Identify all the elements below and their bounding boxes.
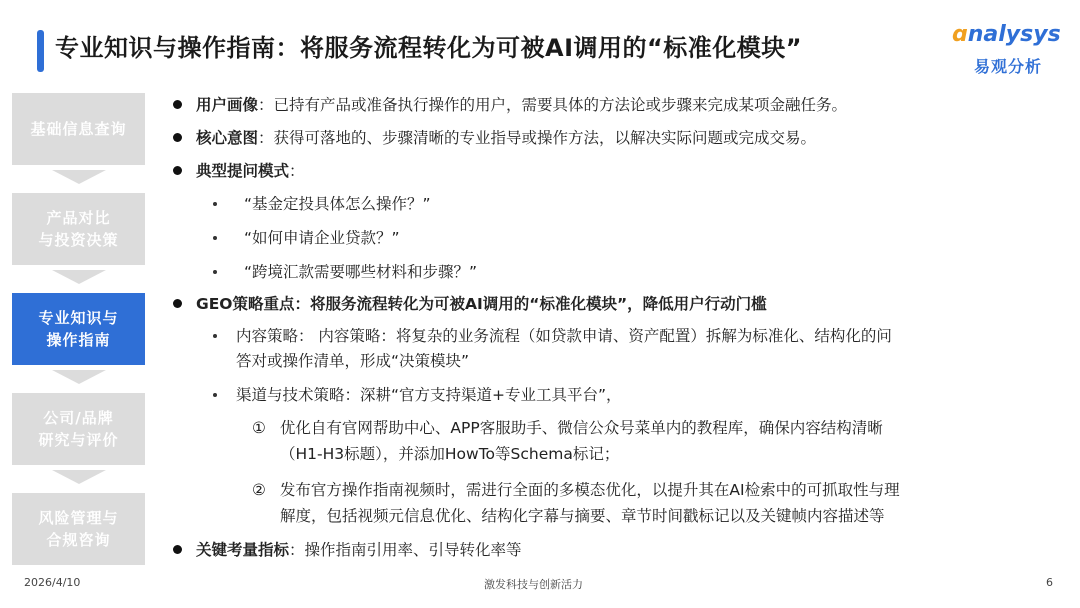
key-metrics-text: ：操作指南引用率、引导转化率等 xyxy=(289,541,522,559)
logo-wordmark-prefix: ɑ xyxy=(952,22,968,47)
nav-item-product-compare[interactable]: 产品对比 与投资决策 xyxy=(12,193,145,265)
page-number: 6 xyxy=(1046,576,1053,589)
example-question-1: “基金定投具体怎么操作？” xyxy=(244,195,431,213)
sub-bullet-dot xyxy=(213,270,217,274)
bullet-dot xyxy=(173,166,182,175)
footer-slogan: 激发科技与创新活力 xyxy=(484,578,583,591)
numbered-item-2-text: 发布官方操作指南视频时，需进行全面的多模态优化，以提升其在AI检索中的可抓取性与理 xyxy=(279,481,900,499)
numbered-item-1-line-2: （H1-H3标题），并添加HowTo等Schema标记； xyxy=(280,445,620,463)
sub-bullet-dot xyxy=(213,236,217,240)
core-intent-label: 核心意图 xyxy=(196,129,259,147)
core-intent-item xyxy=(196,127,816,149)
sub-bullet-dot xyxy=(213,202,217,206)
logo-wordmark-rest: nalysys xyxy=(967,22,1061,47)
question-pattern-item xyxy=(196,160,305,182)
bullet-dot xyxy=(173,100,182,109)
bullet-dot xyxy=(173,133,182,142)
nav-item-basic-info[interactable]: 基础信息查询 xyxy=(12,93,145,165)
logo-chinese-name: 易观分析 xyxy=(974,57,1043,76)
nav-item-brand-research[interactable]: 公司/品牌 研究与评价 xyxy=(12,393,145,465)
nav-item-expertise-guide[interactable]: 专业知识与 操作指南 xyxy=(12,293,145,365)
numbered-item-1-line-1 xyxy=(252,417,883,439)
sub-bullet-dot xyxy=(213,393,217,397)
sub-bullet-dot xyxy=(213,334,217,338)
example-question-2: “如何申请企业贷款？” xyxy=(244,229,400,247)
key-metrics-item xyxy=(196,539,522,561)
core-intent-text: ：获得可落地的、步骤清晰的专业指导或操作方法，以解决实际问题或完成交易。 xyxy=(258,129,817,147)
numbered-item-1-text: 优化自有官网帮助中心、APP客服助手、微信公众号菜单内的教程库，确保内容结构清晰 xyxy=(279,419,883,437)
user-profile-label: 用户画像 xyxy=(196,96,259,114)
question-pattern-text: ： xyxy=(289,162,305,180)
key-metrics-label: 关键考量指标 xyxy=(196,541,290,559)
numbered-mark-2: ② xyxy=(252,481,266,499)
bullet-dot xyxy=(173,545,182,554)
nav-item-risk-compliance[interactable]: 风险管理与 合规咨询 xyxy=(12,493,145,565)
user-profile-text: ：已持有产品或准备执行操作的用户，需要具体的方法论或步骤来完成某项金融任务。 xyxy=(258,96,848,114)
geo-strategy-heading: GEO策略重点：将服务流程转化为可被AI调用的“标准化模块”，降低用户行动门槛 xyxy=(196,295,767,313)
channel-strategy: 渠道与技术策略：深耕“官方支持渠道+专业工具平台”， xyxy=(236,386,622,404)
numbered-mark-1: ① xyxy=(252,419,266,437)
example-question-3: “跨境汇款需要哪些材料和步骤？” xyxy=(244,263,478,281)
content-strategy-line-2: 答对或操作清单，形成“决策模块” xyxy=(236,352,470,370)
user-profile-item xyxy=(196,94,847,116)
bullet-dot xyxy=(173,299,182,308)
page-title: 专业知识与操作指南：将服务流程转化为可被AI调用的“标准化模块” xyxy=(55,34,803,62)
numbered-item-2-line-1 xyxy=(252,479,900,501)
question-pattern-label: 典型提问模式 xyxy=(196,162,290,180)
footer-date: 2026/4/10 xyxy=(24,576,81,589)
content-strategy-line-1: 内容策略： 内容策略：将复杂的业务流程（如贷款申请、资产配置）拆解为标准化、结构化的问 xyxy=(236,327,892,345)
numbered-item-2-line-2: 解度，包括视频元信息优化、结构化字幕与摘要、章节时间戳标记以及关键帧内容描述等 xyxy=(280,507,885,525)
